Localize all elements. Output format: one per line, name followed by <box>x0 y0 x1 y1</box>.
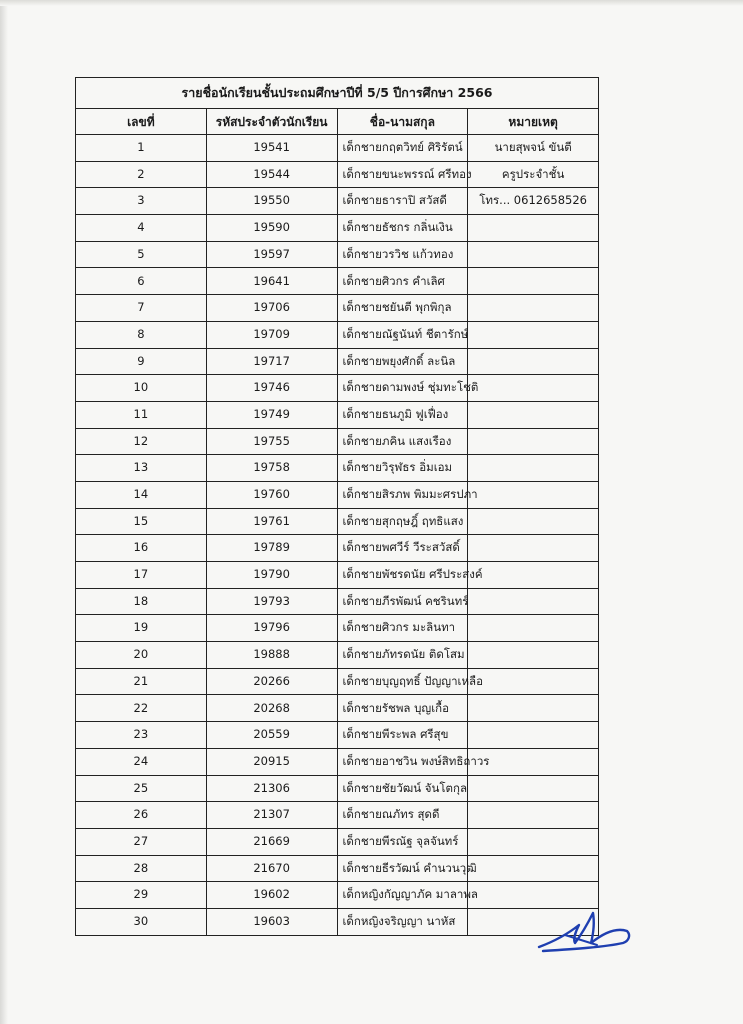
table-row <box>76 295 599 322</box>
student-id-cell: 19709 <box>206 321 337 348</box>
table-row <box>76 508 599 535</box>
table-row <box>76 535 599 562</box>
table-row <box>76 455 599 482</box>
note-cell <box>468 802 599 829</box>
note-cell <box>468 401 599 428</box>
row-number: 18 <box>76 588 207 615</box>
row-number: 29 <box>76 882 207 909</box>
table-row <box>76 348 599 375</box>
student-name-cell: เด็กหญิงจริญญา นาหัส <box>337 908 468 935</box>
header-name: ชื่อ-นามสกุล <box>337 109 468 135</box>
note-cell <box>468 375 599 402</box>
roster-body <box>76 135 599 936</box>
table-row <box>76 401 599 428</box>
table-row <box>76 668 599 695</box>
row-number: 28 <box>76 855 207 882</box>
student-name-cell: เด็กชายพัชรดนัย ศรีประสงค์ <box>337 562 468 589</box>
row-number: 17 <box>76 562 207 589</box>
student-id-cell: 19706 <box>206 295 337 322</box>
row-number: 20 <box>76 642 207 669</box>
table-row <box>76 828 599 855</box>
student-name-cell: เด็กชายพีระพล ศรีสุข <box>337 722 468 749</box>
student-name-cell: เด็กชายสิรภพ พิมมะศรปภา <box>337 481 468 508</box>
note-cell <box>468 642 599 669</box>
note-cell <box>468 508 599 535</box>
signature <box>535 905 635 955</box>
table-row <box>76 748 599 775</box>
row-number: 11 <box>76 401 207 428</box>
student-id-cell: 19597 <box>206 241 337 268</box>
student-name-cell: เด็กชายศิวกร คำเลิศ <box>337 268 468 295</box>
student-id-cell: 21669 <box>206 828 337 855</box>
student-id-cell: 19761 <box>206 508 337 535</box>
table-row <box>76 802 599 829</box>
student-name-cell: เด็กชายศิวกร มะลินทา <box>337 615 468 642</box>
student-name-cell: เด็กชายดามพงษ์ ชุ่มทะโชติ <box>337 375 468 402</box>
student-name-cell: เด็กชายวรวิช แก้วทอง <box>337 241 468 268</box>
note-cell <box>468 722 599 749</box>
student-id-cell: 19641 <box>206 268 337 295</box>
student-name-cell: เด็กชายณภัทร สุดดี <box>337 802 468 829</box>
student-id-cell: 20266 <box>206 668 337 695</box>
header-student-id: รหัสประจำตัวนักเรียน <box>206 109 337 135</box>
table-row <box>76 268 599 295</box>
title-row <box>76 78 599 109</box>
student-name-cell: เด็กชายธัชกร กลิ่นเงิน <box>337 215 468 242</box>
student-id-cell: 19602 <box>206 882 337 909</box>
table-row <box>76 642 599 669</box>
student-id-cell: 19603 <box>206 908 337 935</box>
note-cell <box>468 668 599 695</box>
student-id-cell: 20268 <box>206 695 337 722</box>
table-row <box>76 161 599 188</box>
student-name-cell: เด็กชายสุกฤษฎิ์ ฤทธิแสง <box>337 508 468 535</box>
header-note: หมายเหตุ <box>468 109 599 135</box>
student-name-cell: เด็กชายพยุงศักดิ์ ละนิล <box>337 348 468 375</box>
student-id-cell: 21670 <box>206 855 337 882</box>
row-number: 21 <box>76 668 207 695</box>
table-row <box>76 722 599 749</box>
student-name-cell: เด็กชายธาราปิ สวัสดี <box>337 188 468 215</box>
row-number: 19 <box>76 615 207 642</box>
student-id-cell: 19544 <box>206 161 337 188</box>
row-number: 6 <box>76 268 207 295</box>
student-id-cell: 19755 <box>206 428 337 455</box>
student-name-cell: เด็กชายกฤตวิทย์ ศิริรัตน์ <box>337 135 468 162</box>
table-row <box>76 562 599 589</box>
note-cell <box>468 481 599 508</box>
table-row <box>76 428 599 455</box>
student-id-cell: 19793 <box>206 588 337 615</box>
table-row <box>76 188 599 215</box>
row-number: 9 <box>76 348 207 375</box>
header-row <box>76 109 599 135</box>
student-name-cell: เด็กชายธนภูมิ ฟูเฟื่อง <box>337 401 468 428</box>
student-id-cell: 19590 <box>206 215 337 242</box>
student-id-cell: 19717 <box>206 348 337 375</box>
student-name-cell: เด็กชายชยันตี พุกพิกุล <box>337 295 468 322</box>
note-cell <box>468 615 599 642</box>
student-id-cell: 19796 <box>206 615 337 642</box>
student-name-cell: เด็กหญิงกัญญาภัค มาลาพล <box>337 882 468 909</box>
student-id-cell: 19760 <box>206 481 337 508</box>
student-name-cell: เด็กชายขนะพรรณ์ ศรีทอง <box>337 161 468 188</box>
table-row <box>76 855 599 882</box>
student-id-cell: 19790 <box>206 562 337 589</box>
note-cell <box>468 241 599 268</box>
row-number: 8 <box>76 321 207 348</box>
row-number: 22 <box>76 695 207 722</box>
document-title: รายชื่อนักเรียนชั้นประถมศึกษาปีที่ 5/5 ปีการศึกษา 2566 <box>76 78 599 109</box>
student-id-cell: 19789 <box>206 535 337 562</box>
table-row <box>76 775 599 802</box>
row-number: 2 <box>76 161 207 188</box>
note-cell <box>468 695 599 722</box>
student-name-cell: เด็กชายธีรวัฒน์ คำนวนวุฒิ <box>337 855 468 882</box>
student-id-cell: 19746 <box>206 375 337 402</box>
note-cell <box>468 268 599 295</box>
table-row <box>76 615 599 642</box>
row-number: 15 <box>76 508 207 535</box>
row-number: 30 <box>76 908 207 935</box>
student-name-cell: เด็กชายพศวีร์ วีระสวัสดิ์ <box>337 535 468 562</box>
note-cell <box>468 455 599 482</box>
note-cell <box>468 321 599 348</box>
scan-edge-top <box>0 0 743 6</box>
note-cell <box>468 428 599 455</box>
table-row <box>76 135 599 162</box>
row-number: 27 <box>76 828 207 855</box>
note-cell: นายสุพจน์ ขันตี <box>468 135 599 162</box>
row-number: 14 <box>76 481 207 508</box>
row-number: 24 <box>76 748 207 775</box>
row-number: 10 <box>76 375 207 402</box>
note-cell <box>468 588 599 615</box>
note-cell <box>468 855 599 882</box>
note-cell <box>468 535 599 562</box>
row-number: 12 <box>76 428 207 455</box>
student-id-cell: 19749 <box>206 401 337 428</box>
table-row <box>76 908 599 935</box>
student-name-cell: เด็กชายณัฐนันท์ ชีตารักษ์ <box>337 321 468 348</box>
student-id-cell: 20559 <box>206 722 337 749</box>
note-cell <box>468 348 599 375</box>
note-cell <box>468 295 599 322</box>
row-number: 26 <box>76 802 207 829</box>
student-id-cell: 19758 <box>206 455 337 482</box>
student-name-cell: เด็กชายวิรุฬธร อิ่มเอม <box>337 455 468 482</box>
table-row <box>76 695 599 722</box>
table-row <box>76 321 599 348</box>
row-number: 13 <box>76 455 207 482</box>
student-id-cell: 20915 <box>206 748 337 775</box>
student-id-cell: 19888 <box>206 642 337 669</box>
scan-edge-left <box>0 0 8 1024</box>
student-name-cell: เด็กชายรัชพล บุญเกื้อ <box>337 695 468 722</box>
student-name-cell: เด็กชายบุญฤทธิ์ ปัญญาเหลือ <box>337 668 468 695</box>
row-number: 4 <box>76 215 207 242</box>
student-name-cell: เด็กชายอาชวิน พงษ์สิทธิถาวร <box>337 748 468 775</box>
row-number: 16 <box>76 535 207 562</box>
student-roster-table <box>75 77 599 936</box>
note-cell <box>468 215 599 242</box>
student-name-cell: เด็กชายภคิน แสงเรือง <box>337 428 468 455</box>
student-name-cell: เด็กชายพีรณัฐ จุลจันทร์ <box>337 828 468 855</box>
table-row <box>76 241 599 268</box>
note-cell: โทร... 0612658526 <box>468 188 599 215</box>
student-name-cell: เด็กชายภัทรดนัย ติดโสม <box>337 642 468 669</box>
row-number: 3 <box>76 188 207 215</box>
table-row <box>76 882 599 909</box>
table-row <box>76 588 599 615</box>
row-number: 23 <box>76 722 207 749</box>
note-cell <box>468 828 599 855</box>
student-name-cell: เด็กชายภีรพัฒน์ คชรินทร์ <box>337 588 468 615</box>
table-row <box>76 215 599 242</box>
row-number: 25 <box>76 775 207 802</box>
note-cell: ครูประจำชั้น <box>468 161 599 188</box>
header-no: เลขที่ <box>76 109 207 135</box>
table-row <box>76 375 599 402</box>
note-cell <box>468 775 599 802</box>
row-number: 5 <box>76 241 207 268</box>
student-id-cell: 19541 <box>206 135 337 162</box>
row-number: 7 <box>76 295 207 322</box>
student-id-cell: 21307 <box>206 802 337 829</box>
student-name-cell: เด็กชายชัยวัฒน์ จันโตกุล <box>337 775 468 802</box>
row-number: 1 <box>76 135 207 162</box>
table-row <box>76 481 599 508</box>
note-cell <box>468 562 599 589</box>
student-id-cell: 19550 <box>206 188 337 215</box>
student-id-cell: 21306 <box>206 775 337 802</box>
